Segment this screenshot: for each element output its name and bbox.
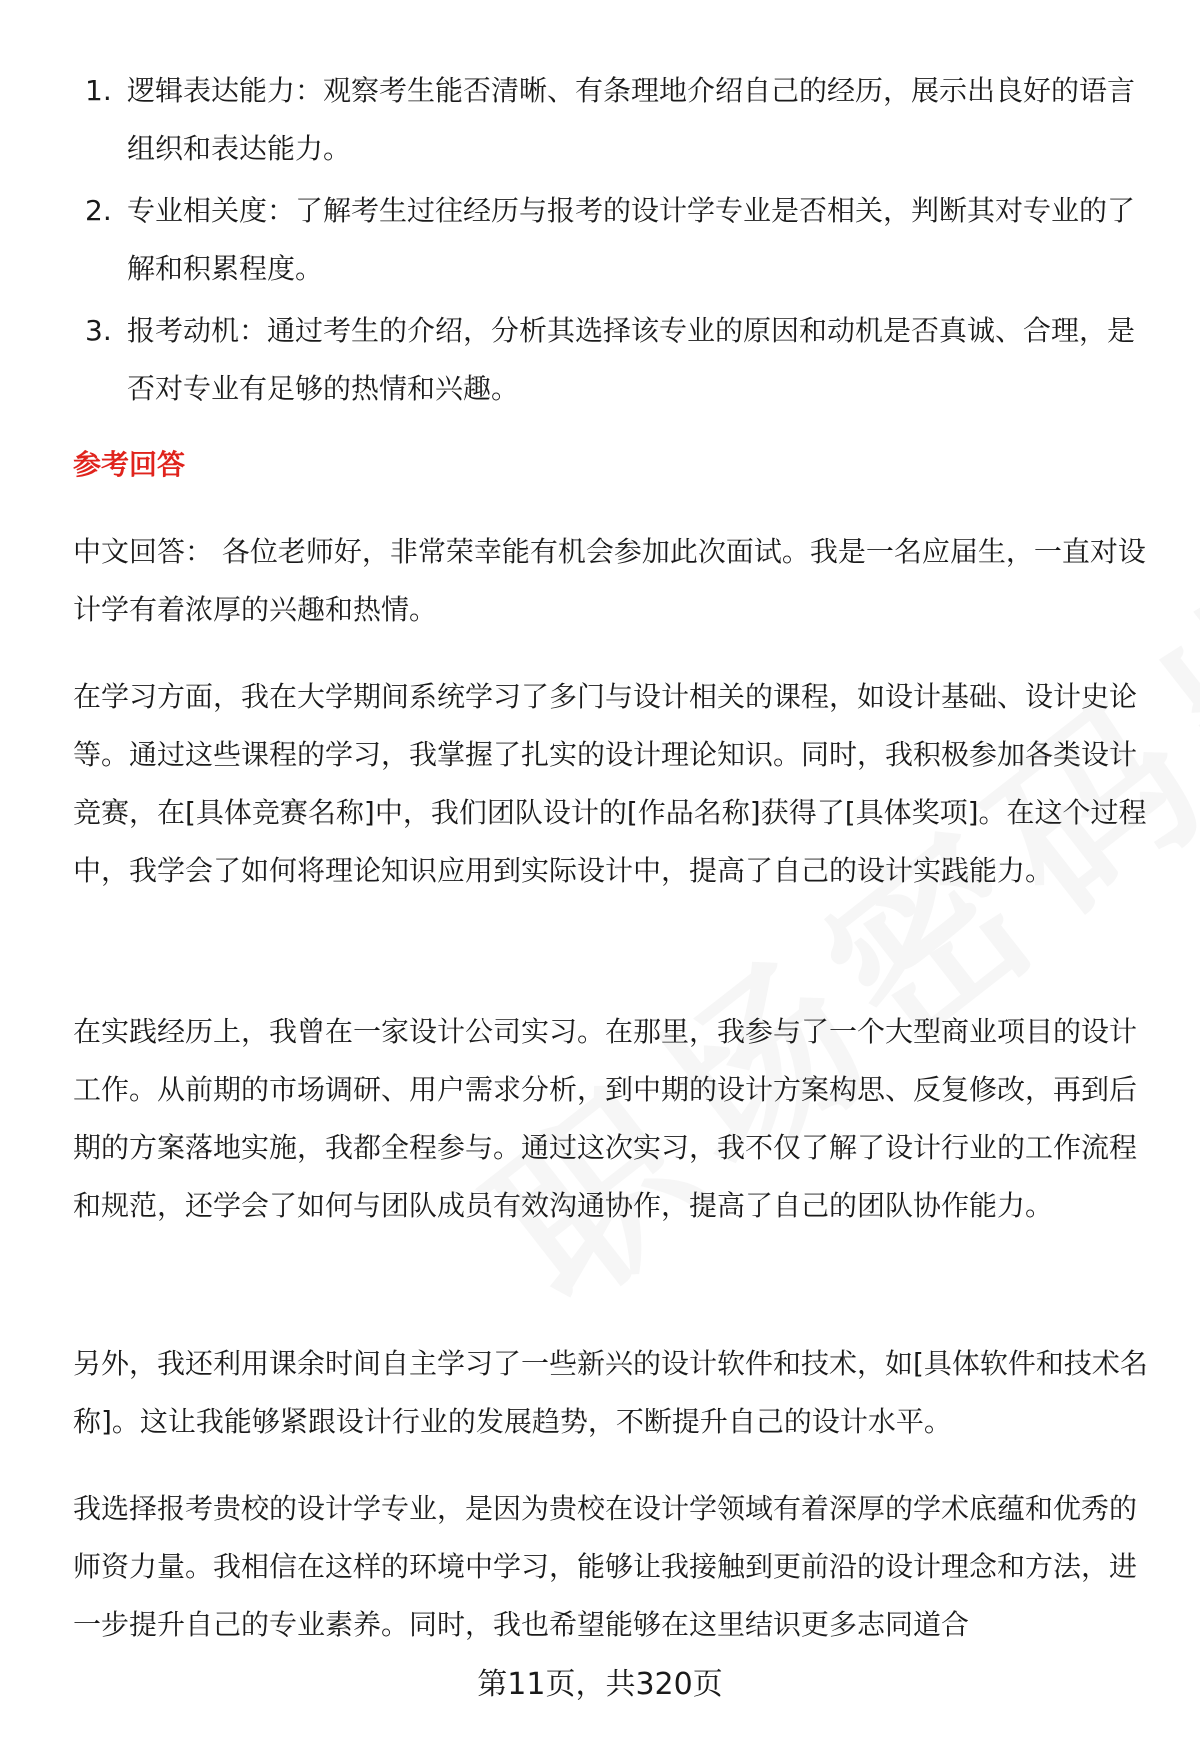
criteria-item (85, 182, 1155, 298)
evaluation-criteria-list (85, 62, 1155, 422)
criteria-number: 1. (85, 74, 112, 107)
section-title: 参考回答 (73, 448, 186, 481)
answer-paragraph-motivation: 我选择报考贵校的设计学专业，是因为贵校在设计学领域有着深厚的学术底蕴和优秀的师资力量。我相信在这样的环境中学习，能够让我接触到更前沿的设计理念和方法，进一步提升自己的专业素养。同时，我也希望能够在这里结识更多志同道合 (73, 1492, 1138, 1641)
answer-paragraph-self-study: 另外，我还利用课余时间自主学习了一些新兴的设计软件和技术，如[具体软件和技术名称]。这让我能够紧跟设计行业的发展趋势，不断提升自己的设计水平。 (73, 1347, 1148, 1438)
criteria-item (85, 302, 1155, 418)
answer-paragraph-intro: 中文回答： 各位老师好，非常荣幸能有机会参加此次面试。我是一名应届生，一直对设计学有着浓厚的兴趣和热情。 (73, 535, 1146, 626)
answer-paragraph-study: 在学习方面，我在大学期间系统学习了多门与设计相关的课程，如设计基础、设计史论等。通过这些课程的学习，我掌握了扎实的设计理论知识。同时，我积极参加各类设计竞赛，在[具体竞赛名称]中，我们团队设计的[作品名称]获得了[具体奖项]。在这个过程中，我学会了如何将理论知识应用到实际设计中，提高了自己的设计实践能力。 (73, 680, 1147, 887)
page-number-footer: 第11页，共320页 (477, 1667, 723, 1702)
criteria-number: 3. (85, 314, 112, 347)
criteria-text: 报考动机：通过考生的介绍，分析其选择该专业的原因和动机是否真诚、合理，是否对专业有足够的热情和兴趣。 (127, 314, 1136, 405)
criteria-number: 2. (85, 194, 112, 227)
criteria-text: 逻辑表达能力：观察考生能否清晰、有条理地介绍自己的经历，展示出良好的语言组织和表达能力。 (127, 74, 1136, 165)
criteria-text: 专业相关度：了解考生过往经历与报考的设计学专业是否相关，判断其对专业的了解和积累程度。 (127, 194, 1136, 285)
criteria-item (85, 62, 1155, 178)
answer-paragraph-practice: 在实践经历上，我曾在一家设计公司实习。在那里，我参与了一个大型商业项目的设计工作。从前期的市场调研、用户需求分析，到中期的设计方案构思、反复修改，再到后期的方案落地实施，我都全程参与。通过这次实习，我不仅了解了设计行业的工作流程和规范，还学会了如何与团队成员有效沟通协作，提高了自己的团队协作能力。 (73, 1015, 1138, 1222)
